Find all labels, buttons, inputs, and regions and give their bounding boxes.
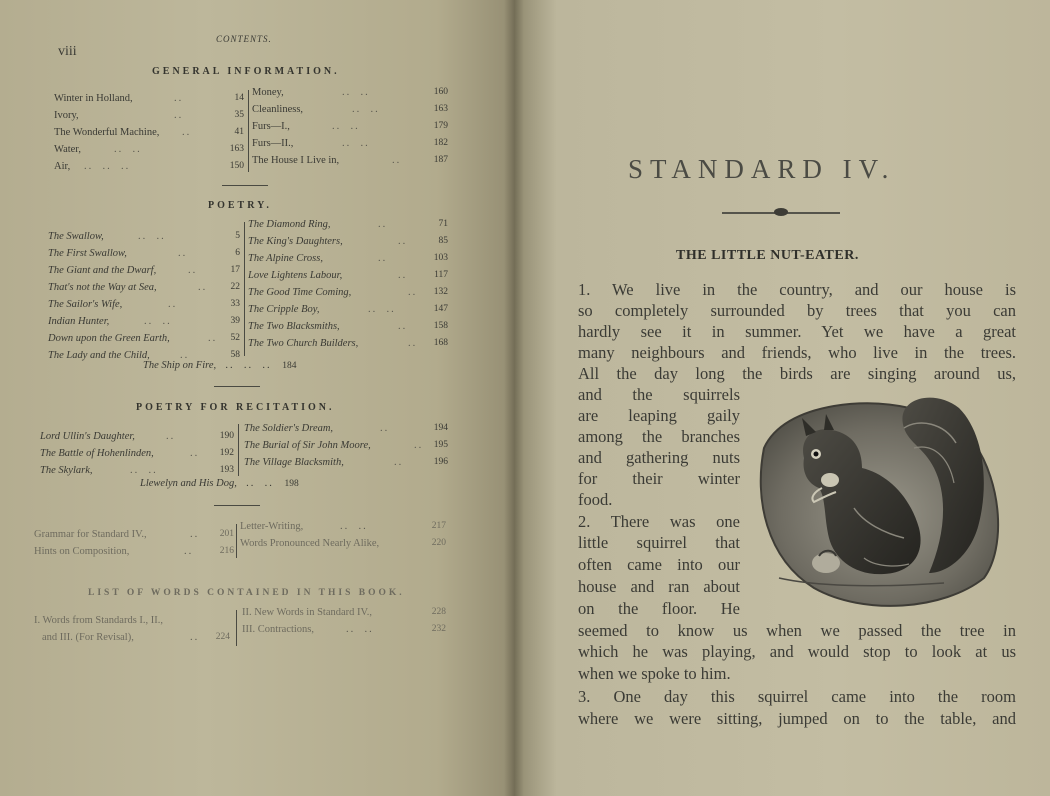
standard-title: STANDARD IV. (628, 154, 896, 184)
text-line: food. (578, 490, 613, 509)
book-gutter (504, 0, 524, 796)
section-rule (222, 185, 268, 186)
toc-entry: The Alpine Cross, .. 103 (248, 253, 448, 264)
toc-entry: Love Lightens Labour, .. 117 (248, 270, 448, 281)
text-line: among the branches (578, 427, 740, 446)
toc-entry: Water, .. .. 163 (54, 144, 244, 155)
toc-entry: The Village Blacksmith, .. 196 (244, 457, 448, 468)
text-line: and gathering nuts (578, 448, 740, 467)
section-rule (214, 505, 260, 506)
toc-entry: The Diamond Ring, .. 71 (248, 219, 448, 230)
text-line: house and ran about (578, 577, 740, 596)
toc-entry: The Cripple Boy, .. .. 147 (248, 304, 448, 315)
text-line: often came into our (578, 555, 740, 574)
text-line: and the squirrels (578, 385, 740, 404)
section-title-poetry-for-recitation: POETRY FOR RECITATION. (136, 402, 335, 413)
story-title: THE LITTLE NUT-EATER. (676, 248, 859, 263)
section-title-poetry: POETRY. (208, 200, 272, 211)
text-line: seemed to know us when we passed the tree in (578, 621, 1016, 640)
toc-entry: Letter-Writing, .. .. 217 (240, 521, 446, 532)
toc-column-recitation-right (244, 420, 448, 471)
toc-column-words-left (34, 612, 230, 646)
page-number: viii (58, 44, 77, 59)
toc-entry: Furs—I., .. .. 179 (252, 121, 448, 132)
text-line: so completely surrounded by trees that you can (578, 301, 1016, 320)
toc-entry-centered: The Ship on Fire, .. .. .. 184 (143, 360, 297, 371)
text-line: where we were sitting, jumped on to the table, and (578, 709, 1016, 728)
toc-entry: Air, .. .. .. 150 (54, 161, 244, 172)
toc-entry: The Good Time Coming, .. 132 (248, 287, 448, 298)
toc-entry: Winter in Holland, .. 14 (54, 93, 244, 104)
section-title-word-list: LIST OF WORDS CONTAINED IN THIS BOOK. (88, 588, 405, 598)
toc-entry: The King's Daughters, .. 85 (248, 236, 448, 247)
text-line: when we spoke to him. (578, 664, 731, 683)
toc-entry: The Lady and the Child, .. 58 (48, 350, 240, 361)
text-line: on the floor. He (578, 599, 740, 618)
column-divider (238, 424, 239, 476)
toc-entry: The Soldier's Dream, .. 194 (244, 423, 448, 434)
toc-entry: The Sailor's Wife, .. 33 (48, 299, 240, 310)
column-divider (236, 610, 237, 646)
ornament-icon (774, 208, 788, 216)
section-rule (214, 386, 260, 387)
toc-entry: Words Pronounced Nearly Alike, 220 (240, 538, 446, 549)
toc-entry: The Two Blacksmiths, .. 158 (248, 321, 448, 332)
text-line: hardly see it in summer. Yet we have a great (578, 322, 1016, 341)
toc-entry: The Two Church Builders, .. 168 (248, 338, 448, 349)
column-divider (244, 222, 245, 356)
toc-column-general-left (54, 90, 244, 175)
text-line: 2. There was one (578, 512, 740, 531)
toc-column-grammar-right (240, 518, 446, 552)
toc-entry: Hints on Composition, .. 216 (34, 546, 234, 557)
text-line: are leaping gaily (578, 406, 740, 425)
toc-entry: The Giant and the Dwarf, .. 17 (48, 265, 240, 276)
toc-entry: Lord Ullin's Daughter, .. 190 (40, 431, 234, 442)
section-title-general-information: GENERAL INFORMATION. (152, 66, 340, 77)
toc-entry: Indian Hunter, .. .. 39 (48, 316, 240, 327)
toc-column-grammar-left (34, 526, 234, 560)
toc-entry: The Battle of Hohenlinden, .. 192 (40, 448, 234, 459)
text-line: little squirrel that (578, 533, 740, 552)
toc-column-poetry-right (248, 216, 448, 352)
toc-entry: The Wonderful Machine, .. 41 (54, 127, 244, 138)
text-line: which he was playing, and would stop to look at us (578, 642, 1016, 661)
toc-entry: Down upon the Green Earth, .. 52 (48, 333, 240, 344)
toc-entry: Ivory, .. 35 (54, 110, 244, 121)
contents-page (0, 0, 514, 796)
toc-entry: I. Words from Standards I., II., (34, 615, 164, 626)
toc-entry: The First Swallow, .. 6 (48, 248, 240, 259)
toc-column-poetry-left (48, 228, 240, 364)
column-divider (236, 524, 237, 558)
text-line: All the day long the birds are singing around us, (578, 364, 1016, 383)
text-line: many neighbours and friends, who live in the trees. (578, 343, 1016, 362)
toc-entry-centered: Llewelyn and His Dog, .. .. 198 (140, 478, 299, 489)
toc-entry: Money, .. .. 160 (252, 87, 448, 98)
toc-entry: The House I Live in, .. 187 (252, 155, 448, 166)
toc-entry: Grammar for Standard IV., .. 201 (34, 529, 234, 540)
toc-entry: Furs—II., .. .. 182 (252, 138, 448, 149)
toc-column-recitation-left (40, 428, 234, 479)
toc-entry: The Swallow, .. .. 5 (48, 231, 240, 242)
toc-entry: The Skylark, .. .. 193 (40, 465, 234, 476)
toc-entry: That's not the Way at Sea, .. 22 (48, 282, 240, 293)
text-line: 1. We live in the country, and our house is (578, 280, 1016, 299)
toc-column-general-right (252, 84, 448, 169)
squirrel-illustration (744, 388, 1006, 613)
toc-entry: III. Contractions, .. .. 232 (242, 624, 446, 635)
text-line: 3. One day this squirrel came into the room (578, 687, 1016, 706)
toc-column-words-right (242, 604, 446, 638)
toc-entry: and III. (For Revisal), .. 224 (42, 632, 230, 643)
toc-entry: The Burial of Sir John Moore, .. 195 (244, 440, 448, 451)
running-head: CONTENTS. (216, 34, 272, 44)
toc-entry: II. New Words in Standard IV., 228 (242, 607, 446, 618)
text-line: for their winter (578, 469, 740, 488)
column-divider (248, 90, 249, 172)
toc-entry: Cleanliness, .. .. 163 (252, 104, 448, 115)
